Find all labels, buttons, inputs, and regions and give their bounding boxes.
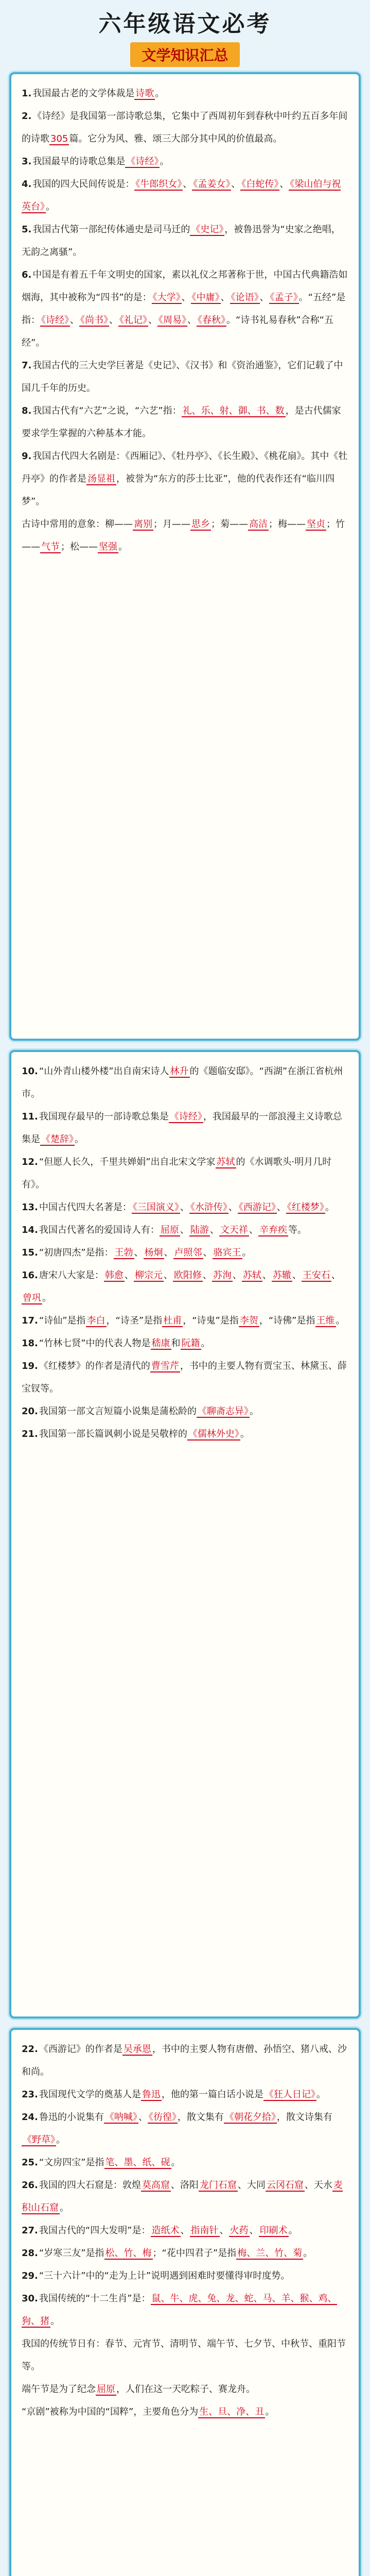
answer-highlight: 《三国演义》 (132, 1202, 179, 1213)
answer-highlight: 林升 (170, 1066, 189, 1077)
answer-highlight: 李贺 (239, 1315, 258, 1326)
item-number: 8. (22, 405, 32, 416)
item-text: 、 (180, 2225, 190, 2236)
answer-highlight: 《大学》 (152, 292, 181, 303)
item-text: ；梅—— (269, 519, 306, 530)
item-text: ；松—— (61, 541, 98, 552)
knowledge-item (22, 1310, 348, 1332)
item-text: 、 (292, 1270, 302, 1281)
item-text: 、 (134, 1247, 144, 1258)
answer-highlight: 《尚书》 (80, 315, 108, 326)
item-text: ，被鲁迅誉为“史家之绝唱，无韵之离骚”。 (22, 224, 341, 258)
item-number: 6. (22, 269, 32, 280)
answer-highlight: 卢照邻 (174, 1247, 202, 1258)
answer-highlight: 王安石 (302, 1270, 330, 1281)
knowledge-item (22, 2401, 348, 2424)
answer-highlight: 《梁山伯与祝英台》 (22, 179, 341, 212)
item-text: 、 (70, 315, 79, 326)
answer-highlight: 汤显祖 (87, 473, 115, 484)
item-text: ，书中的主要人物有唐僧、孙悟空、猪八戒、沙和尚。 (22, 2044, 347, 2077)
answer-highlight: 造纸术 (151, 2225, 180, 2236)
item-text: “三十六计”中的“走为上计”说明遇到困难时要懂得审时度势。 (39, 2270, 290, 2281)
item-number: 11. (22, 1111, 38, 1122)
knowledge-card (9, 2028, 361, 2576)
item-text: 、大同 (237, 2180, 266, 2191)
answer-highlight: 坚强 (99, 541, 117, 552)
knowledge-item (22, 1060, 348, 1106)
answer-highlight: 火药 (230, 2225, 249, 2236)
item-number: 12. (22, 1157, 38, 1167)
answer-highlight: 《礼记》 (119, 315, 147, 326)
item-text: 、 (163, 1270, 173, 1281)
item-number: 1. (22, 88, 32, 99)
answer-highlight: 《野草》 (23, 2134, 55, 2145)
item-number: 20. (22, 1406, 38, 1417)
item-text: 我国的四大石窟是：敦煌 (39, 2180, 141, 2191)
answer-highlight: 《儒林外史》 (188, 1429, 239, 1439)
item-text: 。 (201, 1338, 210, 1349)
knowledge-item (22, 2219, 348, 2242)
item-text: 。 (242, 1247, 252, 1258)
item-text: ，“诗鬼”是指 (183, 1315, 239, 1326)
item-number: 5. (22, 224, 32, 235)
answer-highlight: 《彷徨》 (148, 2112, 177, 2123)
answer-highlight: 《诗经》 (41, 315, 69, 326)
knowledge-item (22, 150, 348, 173)
item-text: 、 (181, 292, 191, 303)
item-text: 我国古代四大名剧是：《西厢记》、《牡丹亭》、《长生殿》、《桃花扇》。其中《牡丹亭》的作者是 (22, 451, 348, 484)
answer-highlight: 《孟子》 (270, 292, 298, 303)
header (0, 0, 370, 72)
answer-highlight: 阮籍 (181, 1338, 200, 1349)
item-text: 端午节是为了纪念 (22, 2384, 96, 2395)
page-subtitle: 文学知识汇总 (130, 42, 239, 67)
item-text: 。 (171, 2157, 181, 2168)
item-text: 鲁迅的小说集有 (39, 2112, 104, 2123)
item-text: 我国的四大民间传说是： (32, 179, 135, 190)
item-text: “山外青山楼外楼”出自南宋诗人 (39, 1066, 169, 1077)
answer-highlight: 苏洵 (213, 1270, 232, 1281)
item-text: 、 (180, 1202, 189, 1213)
answer-highlight: 《周易》 (158, 315, 186, 326)
item-text: 唐宋八大家是： (39, 1270, 104, 1281)
item-text: 我国的传统节日有：春节、元宵节、清明节、端午节、七夕节、中秋节、重阳节等。 (22, 2338, 346, 2372)
knowledge-item (22, 445, 348, 513)
knowledge-item (22, 400, 348, 445)
item-text: 我国第一部长篇讽刺小说是吴敬梓的 (39, 1429, 187, 1439)
item-text: 、 (209, 1225, 219, 1235)
item-text: “初唐四杰”是指： (39, 1247, 114, 1258)
knowledge-item (22, 105, 348, 150)
item-text: 。 (155, 88, 165, 99)
item-text: 我国古代第一部纪传体通史是司马迁的 (32, 224, 190, 235)
item-text: 、 (262, 1270, 272, 1281)
item-text: 、 (331, 1270, 341, 1281)
item-text: 我国传统的“十二生肖”是： (39, 2293, 151, 2304)
item-text: 、 (202, 1270, 212, 1281)
answer-highlight: 高洁 (249, 519, 268, 530)
answer-highlight: 麦积山石窟 (22, 2180, 343, 2213)
answer-highlight: 屈原 (97, 2384, 115, 2395)
item-number: 29. (22, 2270, 38, 2281)
answer-highlight: 曾巩 (23, 1293, 41, 1303)
item-text: 、 (231, 179, 241, 190)
item-text: 、 (138, 2112, 148, 2123)
item-text: 篇。它分为风、雅、颂三大部分其中风的价值最高。 (69, 133, 283, 144)
item-text: 。 (50, 2316, 60, 2327)
item-text: 、 (183, 179, 192, 190)
answer-highlight: 《春秋》 (198, 315, 225, 326)
answer-highlight: 305 (50, 133, 68, 144)
item-number: 22. (22, 2044, 38, 2055)
item-text: ；竹—— (22, 519, 345, 552)
item-text: 《红楼梦》的作者是清代的 (39, 1361, 150, 1371)
item-text: 、 (249, 1225, 258, 1235)
item-text: 。 (325, 1202, 334, 1213)
item-text: 中国是有着五千年文明史的国家，素以礼仪之邦著称于世，中国古代典籍浩如烟海，其中被称为“四书”的是： (22, 269, 348, 303)
item-text: 。“诗书礼易春秋”合称“五经”。 (22, 315, 333, 348)
item-text: 我国最早的诗歌总集是 (32, 156, 126, 167)
item-text: 、 (279, 179, 289, 190)
item-text: 、 (220, 292, 230, 303)
item-text: 。 (42, 1293, 51, 1303)
item-number: 15. (22, 1247, 38, 1258)
item-text: 、 (249, 2225, 259, 2236)
knowledge-item (22, 2333, 348, 2378)
item-text: ，“诗圣”是指 (106, 1315, 163, 1326)
knowledge-item (22, 173, 348, 218)
answer-highlight: 陆游 (190, 1225, 209, 1235)
answer-highlight: 指南针 (190, 2225, 219, 2236)
item-text: 。 (316, 2089, 326, 2100)
knowledge-item (22, 2038, 348, 2083)
item-text: 《诗经》是我国第一部诗歌总集，它集中了西周初年到春秋中叶约五百多年间的诗歌 (22, 111, 348, 144)
item-text: 。 (303, 2248, 313, 2259)
item-text: 。“五经”是指： (22, 292, 346, 326)
item-text: 我国现存最早的一部诗歌总集是 (39, 1111, 169, 1122)
answer-highlight: 松、竹、梅 (105, 2248, 152, 2259)
item-text: 。 (240, 1429, 250, 1439)
answer-highlight: 礼、乐、射、御、书、数 (182, 405, 285, 416)
knowledge-item (22, 1242, 348, 1264)
item-number: 27. (22, 2225, 38, 2236)
knowledge-item (22, 1355, 348, 1400)
answer-highlight: 苏轼 (216, 1157, 235, 1167)
answer-highlight: 《西游记》 (238, 1202, 276, 1213)
item-text: “岁寒三友”是指 (39, 2248, 104, 2259)
knowledge-card (9, 1050, 361, 2019)
answer-highlight: 王维 (316, 1315, 335, 1326)
item-text: 。 (336, 1315, 345, 1326)
item-text: “诗仙”是指 (39, 1315, 86, 1326)
item-text: ，是古代儒家要求学生掌握的六种基本才能。 (22, 405, 341, 439)
answer-highlight: 《红楼梦》 (287, 1202, 324, 1213)
item-text: 、 (187, 315, 197, 326)
knowledge-item (22, 513, 348, 558)
item-text: 我国古代有“六艺”之说，“六艺”指： (32, 405, 182, 416)
knowledge-item (22, 2151, 348, 2174)
answer-highlight: 《朝花夕拾》 (224, 2112, 276, 2123)
answer-highlight: 莫高窟 (142, 2180, 170, 2191)
knowledge-item (22, 2083, 348, 2106)
item-text: ，我国最早的一部浪漫主义诗歌总集是 (22, 1111, 342, 1145)
item-text: ，他的第一篇白话小说是 (161, 2089, 263, 2100)
item-number: 24. (22, 2112, 38, 2123)
answer-highlight: 王勃 (114, 1247, 133, 1258)
item-text: 、 (228, 1202, 238, 1213)
answer-highlight: 苏轼 (242, 1270, 261, 1281)
item-text: 、 (203, 1247, 213, 1258)
answer-highlight: 韩愈 (104, 1270, 124, 1281)
item-text: ，书中的主要人物有贾宝玉、林黛玉、薛宝钗等。 (22, 1361, 347, 1394)
item-text: 等。 (288, 1225, 307, 1235)
item-number: 25. (22, 2157, 38, 2168)
item-text: 的《题临安邸》。“西湖”在浙江省杭州市。 (22, 1066, 343, 1099)
answer-highlight: 《孟姜女》 (193, 179, 231, 190)
answer-highlight: 思乡 (191, 519, 210, 530)
item-number: 3. (22, 156, 32, 167)
answer-highlight: 《呐喊》 (104, 2112, 137, 2123)
answer-highlight: 《论语》 (231, 292, 259, 303)
item-text: 我国古代著名的爱国诗人有： (39, 1225, 160, 1235)
item-number: 21. (22, 1429, 38, 1439)
answer-highlight: 《狂人日记》 (264, 2089, 315, 2100)
knowledge-item (22, 264, 348, 354)
item-text: 。 (160, 156, 169, 167)
item-text: 。 (46, 201, 55, 212)
knowledge-item (22, 1106, 348, 1151)
answer-highlight: 苏辙 (272, 1270, 291, 1281)
item-number: 2. (22, 111, 32, 122)
page-title: 六年级语文必考 (98, 11, 272, 37)
knowledge-item (22, 1332, 348, 1355)
answer-highlight: 屈原 (160, 1225, 179, 1235)
knowledge-item (22, 2174, 348, 2219)
answer-highlight: 欧阳修 (173, 1270, 202, 1281)
knowledge-item (22, 2378, 348, 2401)
knowledge-item (22, 1264, 348, 1310)
answer-highlight: 《聊斋志异》 (197, 1406, 249, 1417)
item-text: 、天水 (304, 2180, 332, 2191)
item-text: 我国古代的“四大发明”是： (39, 2225, 151, 2236)
item-text: 《西游记》的作者是 (39, 2044, 122, 2055)
answer-highlight: 杜甫 (163, 1315, 182, 1326)
item-number: 14. (22, 1225, 38, 1235)
item-number: 4. (22, 179, 32, 190)
item-text: 我国现代文学的奠基人是 (39, 2089, 141, 2100)
item-text: “文房四宝”是指 (39, 2157, 104, 2168)
item-text: ，散文诗集有 (276, 2112, 332, 2123)
knowledge-item (22, 82, 348, 105)
answer-highlight: 《水浒传》 (190, 1202, 227, 1213)
answer-highlight: 《诗经》 (126, 156, 159, 167)
item-text: 。 (118, 541, 128, 552)
answer-highlight: 骆宾王 (213, 1247, 241, 1258)
answer-highlight: 杨炯 (144, 1247, 163, 1258)
knowledge-card (9, 72, 361, 1041)
item-text: ，人们在这一天吃粽子、赛龙舟。 (116, 2384, 255, 2395)
knowledge-item (22, 2265, 348, 2287)
item-text: 、 (219, 2225, 229, 2236)
item-text: 、 (164, 1247, 173, 1258)
item-text: 我国第一部文言短篇小说集是蒲松龄的 (39, 1406, 197, 1417)
item-text: 和 (171, 1338, 181, 1349)
answer-highlight: 柳宗元 (134, 1270, 163, 1281)
answer-highlight: 笔、墨、纸、砚 (105, 2157, 170, 2168)
knowledge-item (22, 1423, 348, 1446)
item-text: 。 (288, 2225, 298, 2236)
item-text: “竹林七贤”中的代表人物是 (39, 1338, 151, 1349)
answer-highlight: 鼠、牛、虎、兔、龙、蛇、马、羊、猴、鸡、狗、猪 (22, 2293, 337, 2327)
item-number: 10. (22, 1066, 38, 1077)
answer-highlight: 《白蛇传》 (241, 179, 279, 190)
answer-highlight: 吴承恩 (123, 2044, 151, 2055)
item-text: 中国古代四大名著是： (39, 1202, 132, 1213)
item-text: 我国古代的三大史学巨著是《史记》、《汉书》和《资治通鉴》，它们记载了中国几千年的历史。 (22, 360, 343, 394)
item-number: 17. (22, 1315, 38, 1326)
item-text: 。 (265, 2406, 275, 2417)
answer-highlight: 《楚辞》 (41, 1134, 74, 1145)
item-text: 、 (232, 1270, 242, 1281)
knowledge-item (22, 1196, 348, 1219)
item-number: 30. (22, 2293, 38, 2304)
item-text: “但愿人长久，千里共婵娟”出自北宋文学家 (39, 1157, 216, 1167)
knowledge-item (22, 2242, 348, 2265)
answer-highlight: 《史记》 (191, 224, 224, 235)
item-text: 。 (249, 1406, 259, 1417)
answer-highlight: 离别 (134, 519, 152, 530)
knowledge-item (22, 354, 348, 400)
item-text: 。 (75, 1134, 84, 1145)
item-number: 26. (22, 2180, 38, 2191)
answer-highlight: 《牛郎织女》 (135, 179, 182, 190)
item-text: 、 (259, 292, 269, 303)
item-text: ，“诗佛”是指 (259, 1315, 315, 1326)
item-number: 13. (22, 1202, 38, 1213)
item-text: 、 (124, 1270, 134, 1281)
item-text: 、 (276, 1202, 286, 1213)
item-number: 9. (22, 451, 32, 462)
item-text: 的《水调歌头·明月几时有》。 (22, 1157, 332, 1190)
answer-highlight: 曹雪芹 (151, 1361, 179, 1371)
item-number: 23. (22, 2089, 38, 2100)
item-number: 19. (22, 1361, 38, 1371)
answer-highlight: 龙门石窟 (199, 2180, 237, 2191)
answer-highlight: 辛弃疾 (259, 1225, 287, 1235)
answer-highlight: 梅、兰、竹、菊 (237, 2248, 303, 2259)
answer-highlight: 《诗经》 (169, 1111, 202, 1122)
answer-highlight: 诗歌 (135, 88, 154, 99)
item-text: ；菊—— (211, 519, 248, 530)
item-text: ，散文集有 (177, 2112, 224, 2123)
knowledge-item (22, 218, 348, 264)
item-text: 、洛阳 (170, 2180, 199, 2191)
answer-highlight: 云冈石窟 (266, 2180, 304, 2191)
item-text: 。 (60, 2202, 69, 2213)
item-text: 、 (109, 315, 118, 326)
item-text: 我国最古老的文学体裁是 (32, 88, 135, 99)
knowledge-item (22, 2106, 348, 2151)
item-text: ；“花中四君子”是指 (152, 2248, 237, 2259)
answer-highlight: 嵇康 (151, 1338, 170, 1349)
answer-highlight: 气节 (41, 541, 60, 552)
item-text: 、 (180, 1225, 189, 1235)
item-number: 28. (22, 2248, 38, 2259)
item-number: 7. (22, 360, 32, 371)
item-number: 16. (22, 1270, 38, 1281)
answer-highlight: 李白 (86, 1315, 105, 1326)
answer-highlight: 生、旦、净、丑 (199, 2406, 265, 2417)
answer-highlight: 文天祥 (220, 1225, 248, 1235)
knowledge-item (22, 1151, 348, 1196)
item-text: ；月—— (153, 519, 190, 530)
item-text: 。 (56, 2134, 65, 2145)
knowledge-item (22, 1219, 348, 1242)
item-number: 18. (22, 1338, 38, 1349)
answer-highlight: 鲁迅 (142, 2089, 161, 2100)
item-text: 、 (148, 315, 157, 326)
item-text: “京剧”被称为中国的“国粹”，主要角色分为 (22, 2406, 199, 2417)
answer-highlight: 印刷术 (259, 2225, 288, 2236)
item-text: 古诗中常用的意象：柳—— (22, 519, 133, 530)
knowledge-item (22, 2287, 348, 2333)
answer-highlight: 坚贞 (307, 519, 325, 530)
cards-container (0, 72, 370, 2576)
knowledge-item (22, 1400, 348, 1423)
answer-highlight: 《中庸》 (191, 292, 220, 303)
item-text: ，被誉为“东方的莎士比亚”，他的代表作还有“临川四梦”。 (22, 473, 334, 507)
